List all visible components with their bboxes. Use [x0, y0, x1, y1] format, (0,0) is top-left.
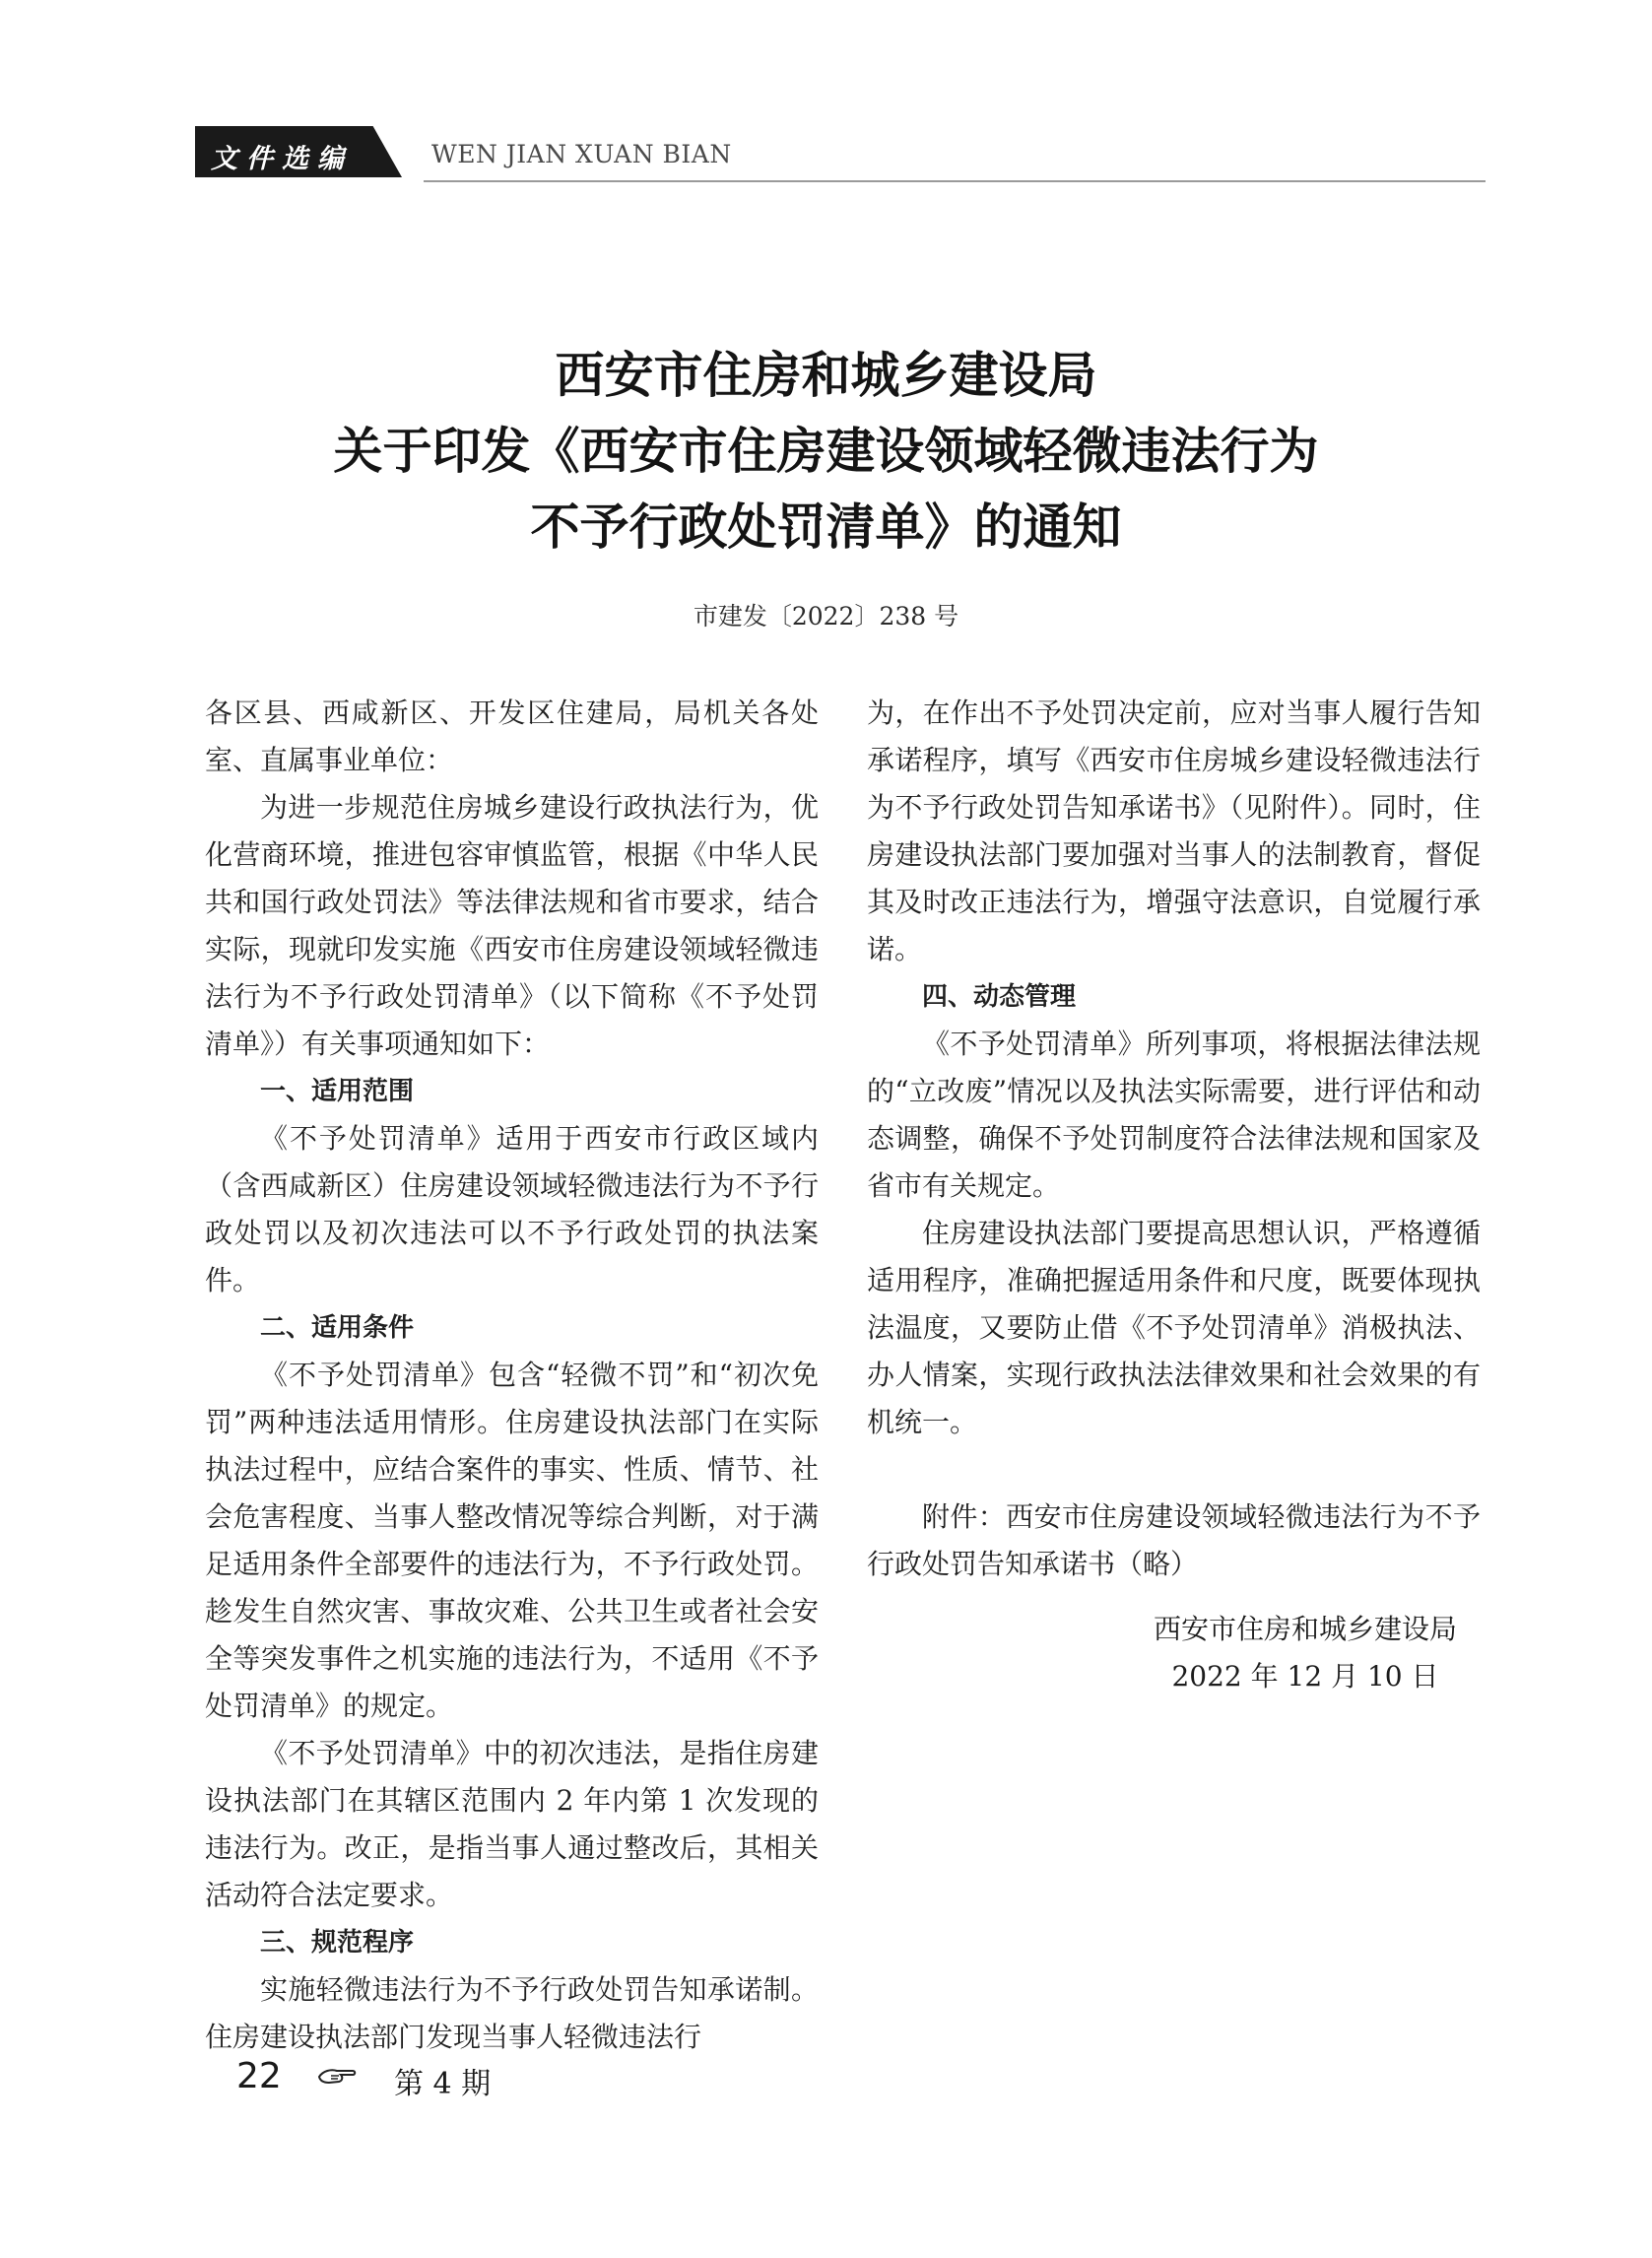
section-heading-scope: 一、适用范围 — [260, 1077, 415, 1106]
first-offense-paragraph: 《不予处罚清单》中的初次违法，是指住房建设执法部门在其辖区范围内 2 年内第 1 次发现的违法行为。改正，是指当事人通过整改后，其相关活动符合法定要求。 — [205, 1737, 819, 1911]
section-heading-dynamic-management: 四、动态管理 — [922, 982, 1077, 1012]
signer-name: 西安市住房和城乡建设局 — [1153, 1613, 1457, 1645]
procedure-paragraph-continued: 为，在作出不予处罚决定前，应对当事人履行告知承诺程序，填写《西安市住房城乡建设轻微违法行为不予行政处罚告知承诺书》（见附件）。同时，住房建设执法部门要加强对当事人的法制教育，督促其及时改正违法行为，增强守法意识，自觉履行承诺。 — [867, 697, 1481, 965]
right-column — [867, 690, 1481, 1588]
section-label: 文件选编 — [211, 144, 353, 174]
dynamic-management-paragraph: 《不予处罚清单》所列事项，将根据法律法规的“立改废”情况以及执法实际需要，进行评估和动态调整，确保不予处罚制度符合法律法规和国家及省市有关规定。 — [867, 1028, 1481, 1202]
pointing-hand-icon — [317, 2065, 357, 2089]
attachment-note: 附件：西安市住房建设领域轻微违法行为不予行政处罚告知承诺书（略） — [867, 1500, 1481, 1580]
scope-paragraph: 《不予处罚清单》适用于西安市行政区域内（含西咸新区）住房建设领域轻微违法行为不予行政处罚以及初次违法可以不予行政处罚的执法案件。 — [205, 1122, 819, 1296]
section-latin-label: WEN JIAN XUAN BIAN — [431, 140, 732, 168]
left-column — [205, 690, 819, 2061]
issue-number: 第 4 期 — [394, 2067, 492, 2101]
spacer — [867, 1446, 1481, 1494]
signature-block — [1133, 1606, 1478, 1700]
intro-paragraph: 为进一步规范住房城乡建设行政执法行为，优化营商环境，推进包容审慎监管，根据《中华人民共和国行政处罚法》等法律法规和省市要求，结合实际，现就印发实施《西安市住房建设领域轻微违法行为不予行政处罚清单》（以下简称《不予处罚清单》）有关事项通知如下： — [205, 791, 819, 1060]
title-line-3: 不予行政处罚清单》的通知 — [530, 498, 1122, 556]
title-line-1: 西安市住房和城乡建设局 — [555, 346, 1097, 404]
header-rule — [424, 180, 1486, 182]
issue-date: 2022 年 12 月 10 日 — [1171, 1660, 1439, 1693]
document-number: 市建发〔2022〕238 号 — [693, 602, 959, 631]
closing-paragraph: 住房建设执法部门要提高思想认识，严格遵循适用程序，准确把握适用条件和尺度，既要体现执法温度，又要防止借《不予处罚清单》消极执法、办人情案，实现行政执法法律效果和社会效果的有机统一。 — [867, 1217, 1481, 1438]
procedure-paragraph: 实施轻微违法行为不予行政处罚告知承诺制。住房建设执法部门发现当事人轻微违法行 — [205, 1973, 819, 2053]
section-heading-procedure: 三、规范程序 — [260, 1928, 415, 1958]
section-heading-conditions: 二、适用条件 — [260, 1313, 415, 1343]
page-number: 22 — [236, 2056, 282, 2096]
document-title — [0, 337, 1652, 564]
conditions-paragraph: 《不予处罚清单》包含“轻微不罚”和“初次免罚”两种违法适用情形。住房建设执法部门在实际执法过程中，应结合案件的事实、性质、情节、社会危害程度、当事人整改情况等综合判断，对于满足适用条件全部要件的违法行为，不予行政处罚。趁发生自然灾害、事故灾难、公共卫生或者社会安全等突发事件之机实施的违法行为，不适用《不予处罚清单》的规定。 — [205, 1359, 819, 1722]
title-line-2: 关于印发《西安市住房建设领域轻微违法行为 — [333, 422, 1319, 480]
salutation: 各区县、西咸新区、开发区住建局，局机关各处室、直属事业单位： — [205, 697, 819, 776]
